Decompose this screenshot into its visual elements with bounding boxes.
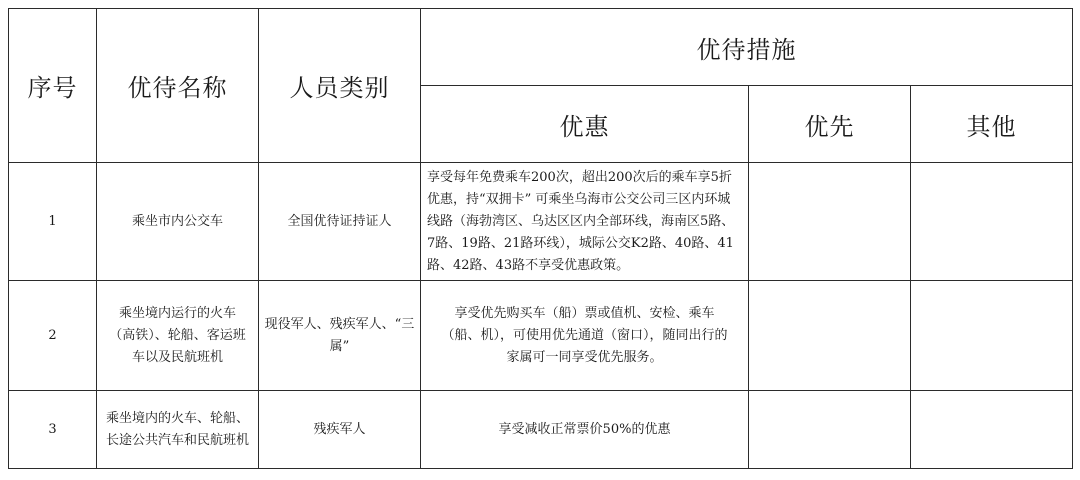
header-discount: 优惠 [421, 86, 749, 163]
header-priority: 优先 [749, 86, 911, 163]
cell-category: 现役军人、残疾军人、“三属” [259, 281, 421, 391]
cell-priority [749, 391, 911, 469]
header-row-1 [9, 9, 1073, 86]
benefits-sheet [8, 8, 1072, 472]
cell-seq: 3 [9, 391, 97, 469]
cell-name: 乘坐市内公交车 [97, 163, 259, 281]
cell-discount: 享受减收正常票价50%的优惠 [421, 391, 749, 469]
header-seq: 序号 [9, 9, 97, 163]
cell-other [911, 163, 1073, 281]
header-name: 优待名称 [97, 9, 259, 163]
table-row [9, 391, 1073, 469]
cell-name: 乘坐境内运行的火车（高铁）、轮船、客运班车以及民航班机 [97, 281, 259, 391]
header-measures: 优待措施 [421, 9, 1073, 86]
cell-other [911, 391, 1073, 469]
cell-seq: 1 [9, 163, 97, 281]
cell-discount: 享受优先购买车（船）票或值机、安检、乘车（船、机），可使用优先通道（窗口），随同出行的家属可一同享受优先服务。 [421, 281, 749, 391]
cell-discount: 享受每年免费乘车200次，超出200次后的乘车享5折优惠，持“双拥卡” 可乘坐乌海市公交公司三区内环城线路（海勃湾区、乌达区区内全部环线，海南区5路、7路、19路、21路环线），城际公交K2路、40路、41路、42路、43路不享受优惠政策。 [421, 163, 749, 281]
cell-seq: 2 [9, 281, 97, 391]
header-other: 其他 [911, 86, 1073, 163]
header-category: 人员类别 [259, 9, 421, 163]
cell-other [911, 281, 1073, 391]
cell-priority [749, 163, 911, 281]
table-row [9, 281, 1073, 391]
cell-category: 残疾军人 [259, 391, 421, 469]
cell-name: 乘坐境内的火车、轮船、长途公共汽车和民航班机 [97, 391, 259, 469]
benefits-table [8, 8, 1073, 469]
cell-priority [749, 281, 911, 391]
table-row [9, 163, 1073, 281]
cell-category: 全国优待证持证人 [259, 163, 421, 281]
